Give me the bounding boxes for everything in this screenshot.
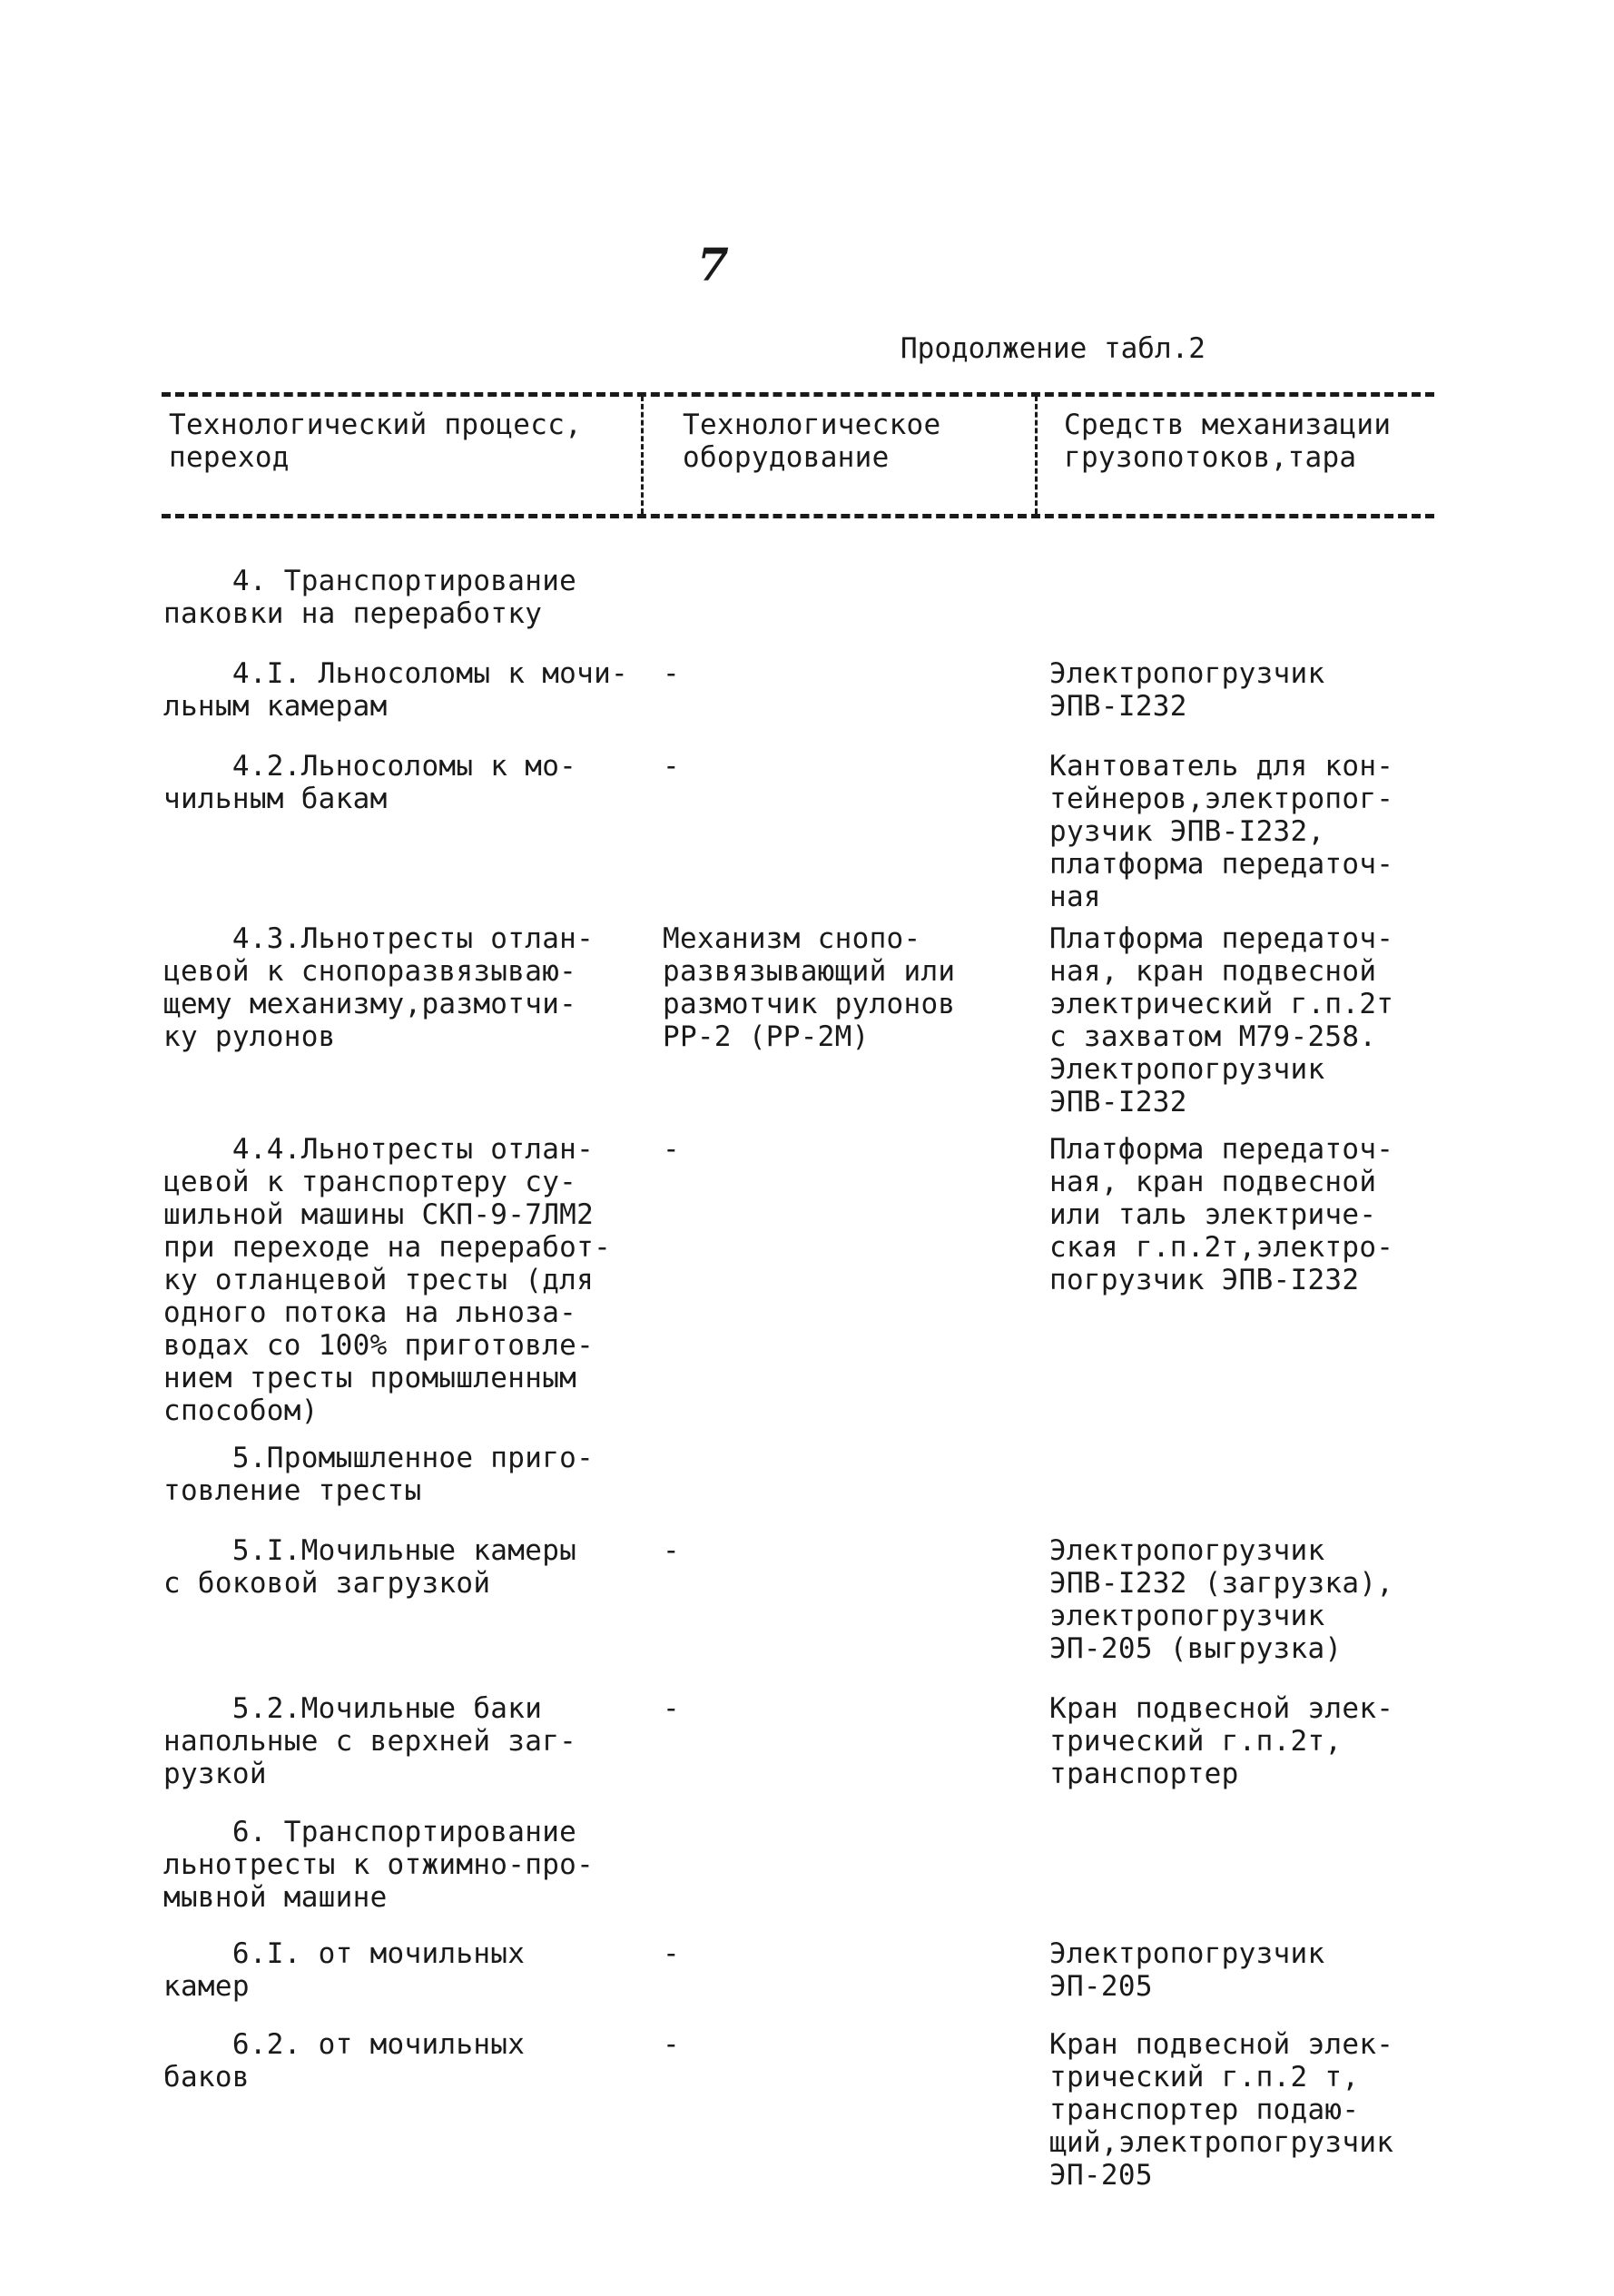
row-equipment: - <box>663 1692 680 1725</box>
row-means: Кран подвесной элек- трический г.п.2т, транспортер <box>1049 1692 1394 1790</box>
row-means: Платформа передаточ- ная, кран подвесной или таль электриче- ская г.п.2т,электро- погрузчик ЭПВ-I232 <box>1049 1133 1394 1296</box>
row-process: 4.4.Льнотресты отлан- цевой к транспортеру су- шильной машины СКП-9-7ЛМ2 при переходе на переработ- ку отланцевой тресты (для одного потока на льноза- водах со 100% приготовле- нием тресты промышленным способом) <box>163 1133 612 1427</box>
row-equipment: - <box>663 657 680 690</box>
row-process: 4.2.Льносоломы к мо- чильным бакам <box>163 750 577 815</box>
table-header-rule <box>162 514 1434 518</box>
row-process: 4.3.Льнотресты отлан- цевой к снопоразвязываю- щему механизму,размотчи- ку рулонов <box>163 922 595 1053</box>
row-process: 4. Транспортирование паковки на переработку <box>163 565 577 630</box>
row-means: Электропогрузчик ЭПВ-I232 (загрузка), электропогрузчик ЭП-205 (выгрузка) <box>1049 1534 1394 1665</box>
row-means: Электропогрузчик ЭПВ-I232 <box>1049 657 1325 723</box>
row-process: 5.Промышленное приго- товление тресты <box>163 1442 595 1507</box>
column-separator-2 <box>1035 396 1038 514</box>
header-process: Технологический процесс, переход <box>169 409 583 474</box>
row-process: 5.2.Мочильные баки напольные с верхней заг- рузкой <box>163 1692 577 1790</box>
row-process: 6. Транспортирование льнотресты к отжимно-про- мывной машине <box>163 1816 595 1914</box>
row-process: 5.I.Мочильные камеры с боковой загрузкой <box>163 1534 577 1600</box>
row-equipment: - <box>663 1534 680 1567</box>
row-equipment: - <box>663 750 680 783</box>
table-top-rule <box>162 392 1434 397</box>
row-means: Платформа передаточ- ная, кран подвесной электрический г.п.2т с захватом М79-258. Электропогрузчик ЭПВ-I232 <box>1049 922 1394 1118</box>
header-means: Средств механизации грузопотоков,тара <box>1064 409 1392 474</box>
row-process: 4.I. Льносоломы к мочи- льным камерам <box>163 657 629 723</box>
row-process: 6.2. от мочильных баков <box>163 2028 526 2094</box>
row-means: Кран подвесной элек- трический г.п.2 т, транспортер подаю- щий,электропогрузчик ЭП-205 <box>1049 2028 1394 2192</box>
row-process: 6.I. от мочильных камер <box>163 1937 526 2003</box>
row-equipment: - <box>663 1133 680 1166</box>
page-number: 7 <box>697 238 729 291</box>
row-equipment: Механизм снопо- развязывающий или размотчик рулонов РР-2 (РР-2М) <box>663 922 956 1053</box>
row-means: Кантователь для кон- тейнеров,электропог- рузчик ЭПВ-I232, платформа передаточ- ная <box>1049 750 1394 913</box>
row-equipment: - <box>663 2028 680 2061</box>
row-equipment: - <box>663 1937 680 1970</box>
header-equipment: Технологическое оборудование <box>683 409 941 474</box>
column-separator-1 <box>641 396 644 514</box>
row-means: Электропогрузчик ЭП-205 <box>1049 1937 1325 2003</box>
continuation-label: Продолжение табл.2 <box>900 332 1206 365</box>
